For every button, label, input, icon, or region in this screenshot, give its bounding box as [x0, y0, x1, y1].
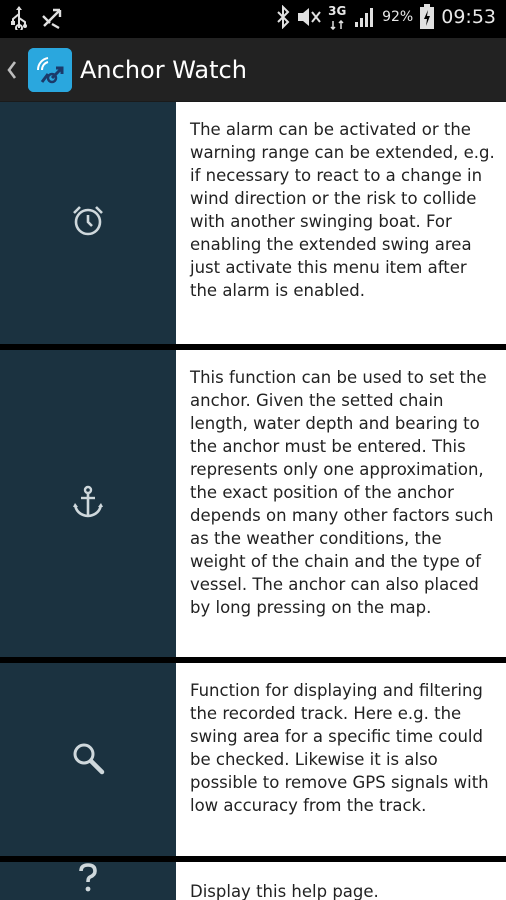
action-bar [0, 38, 506, 102]
clock: 09:53 [441, 6, 496, 28]
help-item-icon-cell [0, 862, 176, 900]
mute-icon [296, 5, 322, 29]
help-item-icon-cell [0, 663, 176, 856]
help-list [0, 102, 506, 900]
alarm-clock-icon [71, 204, 105, 242]
status-bar-left [10, 6, 64, 30]
help-item-text: Display this help page. [176, 862, 506, 900]
help-item-icon-cell [0, 350, 176, 657]
help-item-text: The alarm can be activated or the warning range can be extended, e.g. if necessary to react to a change in wind direction or the risk to collide with another swinging boat. For enabling the extended swing area just activate this menu item after the alarm is enabled. [176, 102, 506, 344]
app-logo-icon[interactable] [28, 48, 72, 92]
anchor-icon [72, 485, 104, 523]
signal-off-icon [40, 6, 64, 30]
help-item-anchor[interactable] [0, 350, 506, 657]
network-3g-icon [328, 4, 348, 30]
help-item-track[interactable] [0, 663, 506, 856]
help-item-alarm[interactable] [0, 102, 506, 344]
status-bar [0, 0, 506, 38]
help-item-text: This function can be used to set the anchor. Given the setted chain length, water depth and bearing to the anchor must be entered. This represents only one approximation, the exact position of the anchor depends on many other factors such as the weather conditions, the weight of the chain and the type of vessel. The anchor can also placed by long pressing on the map. [176, 350, 506, 657]
network-type-label: 3G [328, 4, 347, 18]
help-item-icon-cell [0, 102, 176, 344]
usb-icon [10, 6, 28, 30]
battery-icon [419, 4, 435, 30]
help-item-help[interactable] [0, 862, 506, 900]
help-icon [77, 863, 99, 897]
bluetooth-icon [276, 5, 290, 29]
status-bar-right [276, 4, 496, 30]
search-icon [71, 741, 105, 779]
help-item-text: Function for displaying and filtering the recorded track. Here e.g. the swing area for a specific time could be checked. Likewise it is also possible to remove GPS signals with low accuracy from the track. [176, 663, 506, 856]
up-chevron-icon[interactable] [4, 56, 20, 84]
battery-percent: 92% [382, 9, 414, 25]
app-title: Anchor Watch [80, 56, 247, 84]
signal-bars-icon [354, 5, 376, 29]
